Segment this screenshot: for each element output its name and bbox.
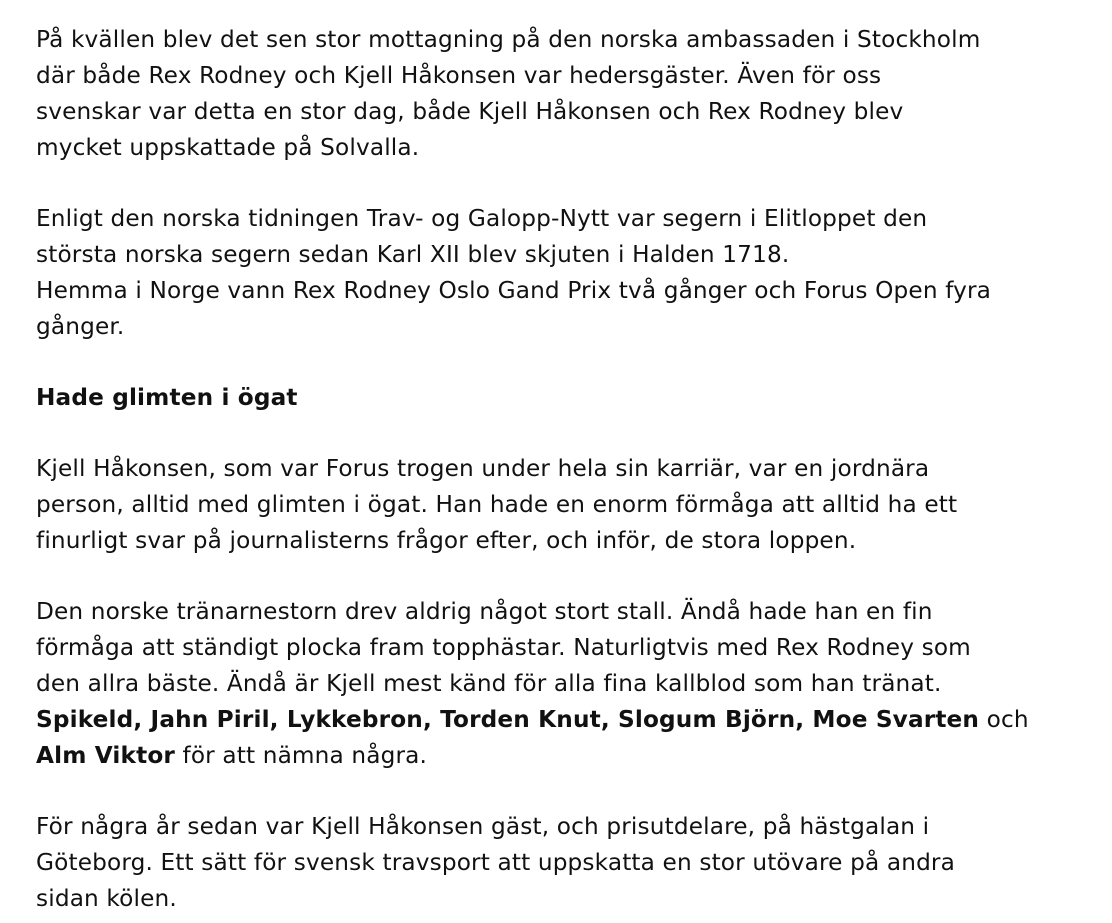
- paragraph-spacer: [36, 345, 1096, 380]
- text-line: där både Rex Rodney och Kjell Håkonsen var hedersgäster. Även för oss: [36, 62, 882, 89]
- text-line: På kvällen blev det sen stor mottagning på den norska ambassaden i Stockholm: [36, 26, 981, 53]
- text-line: Kjell Håkonsen, som var Forus trogen under hela sin karriär, var en jordnära: [36, 455, 930, 482]
- paragraph-gala: [36, 809, 1096, 917]
- paragraph-spacer: [36, 559, 1096, 594]
- article-body: [36, 22, 1096, 917]
- horse-name-bold: Alm Viktor: [36, 742, 175, 769]
- text-line: Göteborg. Ett sätt för svensk travsport att uppskatta en stor utövare på andra: [36, 849, 955, 876]
- section-heading: Hade glimten i ögat: [36, 384, 298, 411]
- sentence-end-text: för att nämna några.: [174, 742, 428, 769]
- text-line: den allra bäste. Ändå är Kjell mest känd för alla fina kallblod som han tränat.: [36, 670, 942, 697]
- text-line-horses: [36, 702, 1096, 738]
- paragraph-stable: [36, 594, 1096, 774]
- text-line: finurligt svar på journalisterns frågor efter, och inför, de stora loppen.: [36, 527, 857, 554]
- horse-names-bold: Spikeld, Jahn Piril, Lykkebron, Torden Knut, Slogum Björn, Moe Svarten: [36, 706, 980, 733]
- paragraph-spacer: [36, 416, 1096, 451]
- text-line: Hemma i Norge vann Rex Rodney Oslo Gand Prix två gånger och Forus Open fyra: [36, 277, 992, 304]
- paragraph-personality: [36, 451, 1096, 559]
- text-line: Enligt den norska tidningen Trav- og Galopp-Nytt var segern i Elitloppet den: [36, 205, 928, 232]
- text-line: största norska segern sedan Karl XII blev skjuten i Halden 1718.: [36, 241, 790, 268]
- text-line: person, alltid med glimten i ögat. Han hade en enorm förmåga att alltid ha ett: [36, 491, 958, 518]
- paragraph-spacer: [36, 774, 1096, 809]
- paragraph-reception: [36, 22, 1096, 166]
- text-line: Den norske tränarnestorn drev aldrig något stort stall. Ändå hade han en fin: [36, 598, 933, 625]
- text-line: förmåga att ständigt plocka fram topphästar. Naturligtvis med Rex Rodney som: [36, 634, 971, 661]
- conjunction-text: och: [979, 706, 1029, 733]
- paragraph-newspaper-quote: [36, 201, 1096, 345]
- text-line: sidan kölen.: [36, 885, 177, 912]
- text-line: mycket uppskattade på Solvalla.: [36, 134, 420, 161]
- text-line: svenskar var detta en stor dag, både Kjell Håkonsen och Rex Rodney blev: [36, 98, 904, 125]
- paragraph-spacer: [36, 166, 1096, 201]
- text-line-horses-end: [36, 738, 1096, 774]
- text-line: För några år sedan var Kjell Håkonsen gäst, och prisutdelare, på hästgalan i: [36, 813, 930, 840]
- text-line: gånger.: [36, 313, 125, 340]
